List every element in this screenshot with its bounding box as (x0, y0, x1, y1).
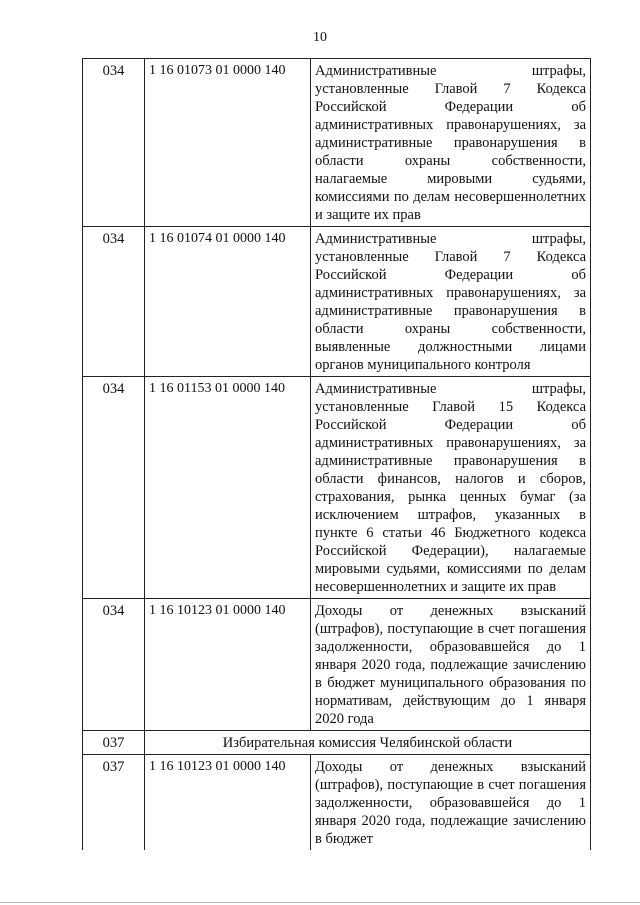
budget-code-cell: 1 16 01074 01 0000 140 (145, 227, 311, 377)
admin-code-cell: 034 (83, 377, 145, 599)
admin-code-cell: 034 (83, 599, 145, 731)
description-cell: Доходы от денежных взысканий (штрафов), поступающие в счет погашения задолженности, образовавшейся до 1 января 2020 года, подлежащие зачислению в бюджет (311, 755, 591, 851)
description-cell: Административные штрафы, установленные Главой 7 Кодекса Российской Федерации об административных правонарушениях, за административные правонарушения в области охраны собственности, налагаемые мировыми судьями, комиссиями по делам несовершеннолетних и защите их прав (311, 59, 591, 227)
budget-code-cell: 1 16 01073 01 0000 140 (145, 59, 311, 227)
admin-code-cell: 034 (83, 59, 145, 227)
admin-code-cell: 037 (83, 755, 145, 851)
table-row (83, 599, 591, 731)
table-row (83, 755, 591, 851)
page-edge-divider (0, 902, 640, 903)
description-cell: Административные штрафы, установленные Главой 7 Кодекса Российской Федерации об административных правонарушениях, за административные правонарушения в области охраны собственности, выявленные должностными лицами органов муниципального контроля (311, 227, 591, 377)
budget-code-cell: 1 16 01153 01 0000 140 (145, 377, 311, 599)
description-cell: Административные штрафы, установленные Главой 15 Кодекса Российской Федерации об административных правонарушениях, за административные правонарушения в области финансов, налогов и сборов, страхования, рынка ценных бумаг (за исключением штрафов, указанных в пункте 6 статьи 46 Бюджетного кодекса Российской Федерации), налагаемые мировыми судьями, комиссиями по делам несовершеннолетних и защите их прав (311, 377, 591, 599)
section-title: Избирательная комиссия Челябинской области (145, 731, 591, 755)
admin-code-cell: 037 (83, 731, 145, 755)
description-cell: Доходы от денежных взысканий (штрафов), поступающие в счет погашения задолженности, образовавшейся до 1 января 2020 года, подлежащие зачислению в бюджет муниципального образования по нормативам, действующим до 1 января 2020 года (311, 599, 591, 731)
budget-classification-table (82, 58, 591, 850)
admin-code-cell: 034 (83, 227, 145, 377)
page-number: 10 (313, 30, 327, 45)
section-row (83, 731, 591, 755)
table-row (83, 59, 591, 227)
table-row (83, 227, 591, 377)
budget-code-cell: 1 16 10123 01 0000 140 (145, 599, 311, 731)
budget-code-cell: 1 16 10123 01 0000 140 (145, 755, 311, 851)
table-row (83, 377, 591, 599)
